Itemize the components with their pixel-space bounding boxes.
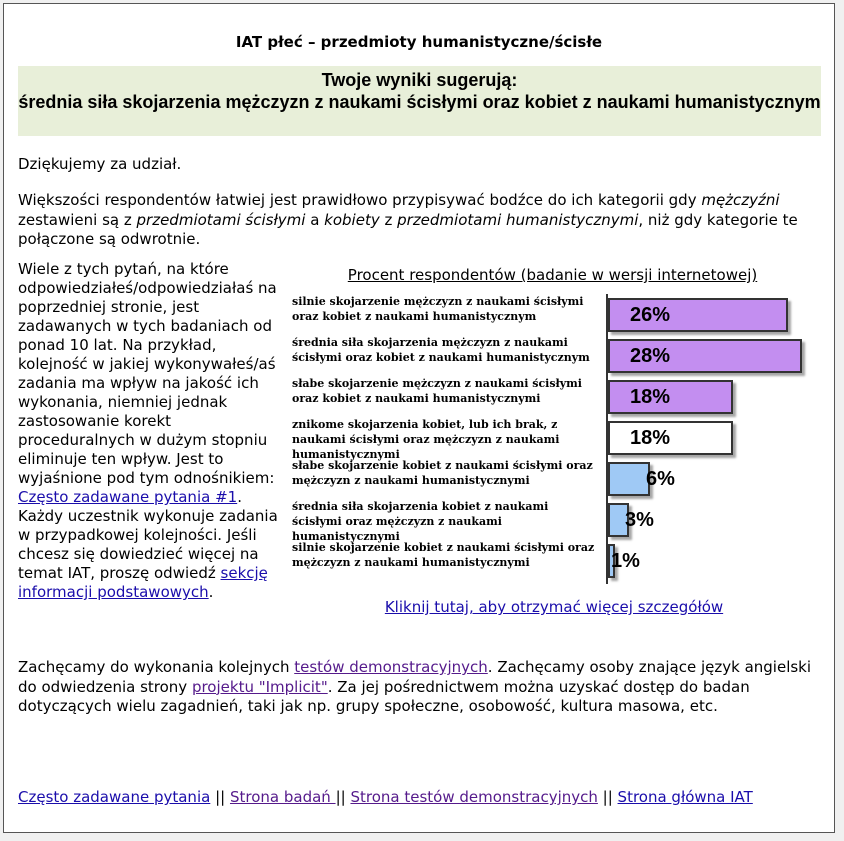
chart-value-label: 18% [630, 427, 671, 449]
intro-text-4: z [379, 210, 398, 229]
chart-value-label: 28% [630, 345, 671, 367]
side-paragraph [18, 260, 280, 602]
chart-value-label: 18% [630, 386, 671, 408]
intro-text-3: a [305, 210, 325, 229]
intro-text-5: , niż gdy kategorie te połączone są odwrotnie. [18, 210, 798, 248]
closing-paragraph [18, 658, 823, 717]
intro-men: mężczyźni [701, 191, 780, 209]
chart-category-label: średnia siła skojarzenia mężczyzn z naukami ścisłymi oraz kobiet z naukami humanistycznym [292, 336, 590, 364]
implicit-project-link[interactable]: projektu "Implicit" [191, 677, 328, 696]
footer-separator: || [597, 788, 618, 806]
page-frame [3, 3, 835, 833]
chart-category-label: słabe skojarzenie kobiet z naukami ścisłymi oraz mężczyzn z naukami humanistycznymi [292, 459, 593, 487]
chart-category-label: znikome skojarzenia kobiet, lub ich brak, z naukami ścisłymi oraz mężczyzn z naukami humanistycznymi [292, 418, 560, 461]
chart-bar [608, 462, 650, 496]
chart-category-label: średnia siła skojarzenia kobiet z naukami ścisłymi oraz mężczyzn z naukami humanistycznymi [292, 500, 549, 543]
chart-category-label: słabe skojarzenie mężczyzn z naukami ścisłymi oraz kobiet z naukami humanistycznymi [292, 377, 582, 405]
footer-nav [18, 788, 828, 806]
chart-value-label: 26% [630, 304, 671, 326]
more-details-link[interactable]: Kliknij tutaj, aby otrzymać więcej szczegółów [384, 598, 724, 616]
footer-separator: || [335, 788, 351, 806]
intro-humanities: przedmiotami humanistycznymi [397, 210, 639, 229]
result-box [18, 66, 821, 136]
side-text-2: . Każdy uczestnik wykonuje zadania w przypadkowej kolejności. Jeśli chcesz się dowiedzieć więcej na temat IAT, proszę odwiedź [18, 488, 278, 582]
intro-text-2: zestawieni są z [18, 210, 137, 229]
thanks-text: Dziękujemy za udział. [18, 155, 182, 173]
chart-category-label: silnie skojarzenie kobiet z naukami ścisłymi oraz mężczyzn z naukami humanistycznymi [292, 541, 595, 569]
footer-separator: || [210, 788, 230, 806]
chart-bar [608, 380, 733, 414]
closing-text-2: . Zachęcamy osoby znające język angielski do odwiedzenia strony [18, 658, 812, 696]
closing-text-3: . Za jej pośrednictwem można uzyskać dostęp do badan dotyczących wielu zagadnień, taki jak np. grupy społeczne, osobowość, kultura masowa, etc. [18, 677, 750, 715]
side-text-1: Wiele z tych pytań, na które odpowiedziałeś/odpowiedziałaś na poprzedniej stronie, jest zadawanych w tych badaniach od ponad 10 lat. Na przykład, kolejność w jakiej wykonywałeś/aś zadania ma wpływ na jakość ich wykonania, niemniej jednak zastosowanie korekt proceduralnych w dużym stopniu eliminuje ten wpływ. Jest to wyjaśnione pod tym odnośnikiem: [18, 260, 277, 487]
background-info-link[interactable]: sekcję informacji podstawowych [18, 564, 268, 601]
intro-text-1: Większości respondentów łatwiej jest prawidłowo przypisywać bodźce do ich kategorii gdy [18, 191, 702, 209]
chart-bar [608, 421, 733, 455]
footer-demo-link[interactable]: Strona testów demonstracyjnych [350, 788, 598, 806]
closing-text-1: Zachęcamy do wykonania kolejnych [18, 658, 295, 676]
results-chart [284, 266, 824, 626]
intro-women: kobiety [324, 210, 380, 229]
footer-home-link[interactable]: Strona główna IAT [617, 788, 753, 806]
faq-1-link[interactable]: Często zadawane pytania #1 [18, 488, 238, 506]
chart-value-label: 3% [625, 509, 654, 531]
intro-paragraph [18, 191, 823, 250]
chart-title: Procent respondentów (badanie w wersji internetowej) [347, 266, 758, 284]
chart-value-label: 1% [611, 550, 640, 572]
result-text: średnia siła skojarzenia mężczyzn z naukami ścisłymi oraz kobiet z naukami humanistycznym [18, 92, 821, 112]
chart-value-label: 6% [646, 468, 675, 490]
result-heading: Twoje wyniki sugerują: [321, 70, 518, 90]
footer-faq-link[interactable]: Często zadawane pytania [18, 788, 211, 806]
intro-sciences: przedmiotami ścisłymi [136, 210, 306, 229]
chart-category-label: silnie skojarzenie mężczyzn z naukami ścisłymi oraz kobiet z naukami humanistycznym [292, 295, 584, 323]
footer-research-link[interactable]: Strona badań [229, 788, 336, 806]
side-text-3: . [208, 583, 214, 601]
page-title: IAT płeć – przedmioty humanistyczne/ścisłe [235, 33, 603, 51]
demo-tests-link[interactable]: testów demonstracyjnych [294, 658, 488, 676]
